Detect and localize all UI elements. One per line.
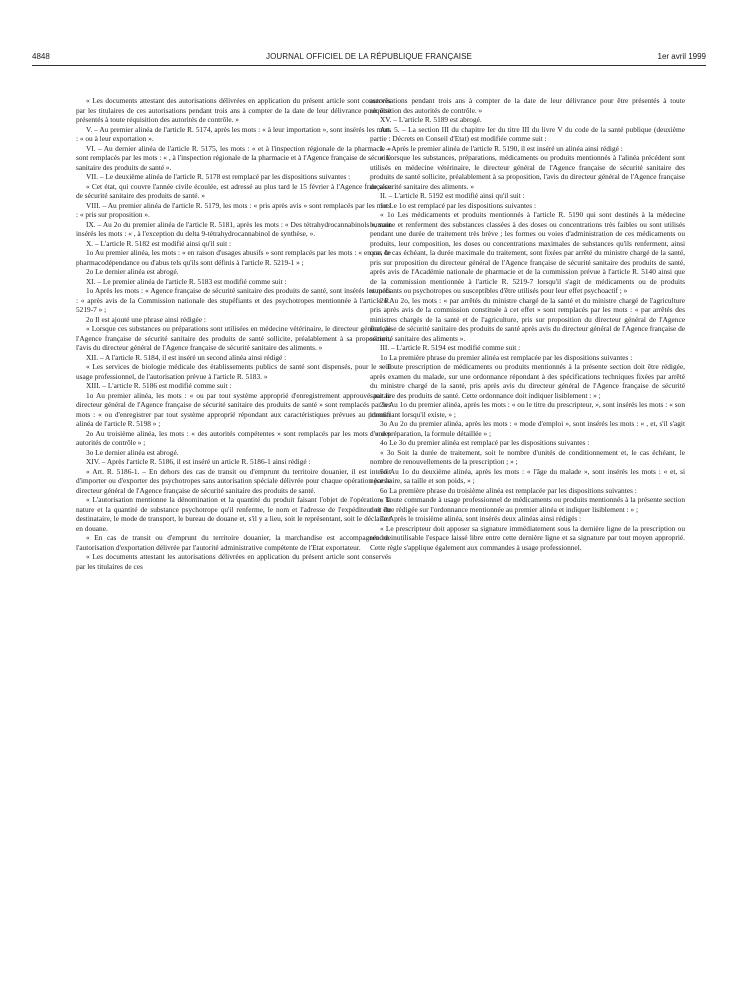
paragraph: 1o Le 1o est remplacé par les dispositions suivantes :: [380, 200, 537, 210]
paragraph: V. – Au premier alinéa de l'article R. 5174, après les mots : « à leur importation », sont insérés les mots : « ou à leur exportation ».: [76, 124, 391, 143]
paragraph: autorisations pendant trois ans à compter de la date de leur délivrance pour être présentés à toute réquisition des autorités de contrôle. »: [370, 96, 685, 115]
paragraph: 6o La première phrase du troisième alinéa est remplacée par les dispositions suivantes :: [380, 485, 637, 495]
paragraph: VI. – Au dernier alinéa de l'article R. 5175, les mots : « et à l'inspection régionale de la pharmacie » sont remplacés par les mots : « , à l'inspection régionale de la pharmacie et à l'Agence française de sécurité sanitaire des produits de santé ».: [76, 143, 391, 172]
paragraph: « Lorsque les substances, préparations, médicaments ou produits mentionnés à l'alinéa précédent sont utilisés en médecine vétérinaire, le directeur général de l'Agence française de sécurité sanitaire des produits de santé sollicite, préalablement à sa proposition, l'avis du directeur général de l'Agence française de sécurité sanitaire des aliments. »: [370, 153, 685, 191]
paragraph: « L'autorisation mentionne la dénomination et la quantité du produit faisant l'objet de l'opération, la nature et la quantité de substance psychotrope qu'il renferme, le nom et l'adresse de l'expéditeur et du destinataire, le mode de transport, le bureau de douane et, s'il y a lieu, soit le représentant, soit le déclarant en douane.: [76, 495, 391, 533]
paragraph: 2o Au 2o, les mots : « par arrêtés du ministre chargé de la santé et du ministre chargé de l'agriculture pris après avis de la commission constituée à cet effet » sont remplacés par les mots : « par arrêtés des ministres chargés de la santé et de l'agriculture, pris sur proposition du directeur général de l'Agence française de sécurité sanitaire des produits de santé après avis du directeur général de l'Agence française de sécurité sanitaire des aliments ».: [370, 295, 685, 343]
paragraph: 1o Au premier alinéa, les mots : « ou par tout système approprié d'enregistrement approuvé par le directeur général de l'Agence française de sécurité sanitaire des produits de santé » sont remplacés par les mots : « ou d'enregistrer par tout système approprié répondant aux caractéristiques prévues au premier alinéa de l'article R. 5198 » ;: [76, 390, 391, 428]
paragraph: XIII. – L'article R. 5186 est modifié comme suit :: [86, 381, 232, 390]
paragraph: « Toute prescription de médicaments ou produits mentionnés à la présente section doit être rédigée, après examen du malade, sur une ordonnance répondant à des spécifications techniques fixées par arrêté du ministre chargé de la santé, pris après avis du directeur général de l'Agence française de sécurité sanitaire des produits de santé. Cette ordonnance doit indiquer lisiblement : » ;: [370, 362, 685, 400]
paragraph: III. – L'article R. 5194 est modifié comme suit :: [380, 343, 521, 352]
paragraph: XIV. – Après l'article R. 5186, il est inséré un article R. 5186-1 ainsi rédigé :: [86, 457, 311, 466]
journal-title: JOURNAL OFFICIEL DE LA RÉPUBLIQUE FRANÇAISE: [266, 52, 472, 61]
paragraph: 1o La première phrase du premier alinéa est remplacée par les dispositions suivantes :: [380, 352, 633, 362]
paragraph: I. – Après le premier alinéa de l'article R. 5190, il est inséré un alinéa ainsi rédigé :: [380, 143, 623, 153]
paragraph: « Cet état, qui couvre l'année civile écoulée, est adressé au plus tard le 15 février à l'Agence française de sécurité sanitaire des produits de santé. »: [76, 181, 391, 200]
paragraph: Art. 5. – La section III du chapitre Ier du titre III du livre V du code de la santé publique (deuxième partie : Décrets en Conseil d'Etat) est modifiée comme suit :: [370, 124, 685, 143]
right-column: [370, 96, 685, 956]
paragraph: « Les documents attestant des autorisations délivrées en application du présent article sont conservés par les titulaires de ces autorisations pendant trois ans à compter de la date de leur délivrance pour être présentés à toute réquisition des autorités de contrôle. »: [76, 96, 391, 124]
paragraph: 5o Au 1o du deuxième alinéa, après les mots : « l'âge du malade », sont insérés les mots : « et, si nécessaire, sa taille et son poids, » ;: [370, 466, 685, 485]
paragraph: 4o Le 3o du premier alinéa est remplacé par les dispositions suivantes :: [380, 438, 590, 447]
paragraph: X. – L'article R. 5182 est modifié ainsi qu'il suit :: [86, 238, 232, 248]
paragraph: « Le prescripteur doit apposer sa signature immédiatement sous la dernière ligne de la prescription ou rendre inutilisable l'espace laissé libre entre cette dernière ligne et sa signature par tout moyen approprié. Cette règle s'applique également aux commandes à usage professionnel.: [370, 523, 685, 552]
paragraph: 1o Au premier alinéa, les mots : « en raison d'usages abusifs » sont remplacés par les mots : « en cas de pharmacodépendance ou d'abus tels qu'ils sont définis à l'article R. 5219-1 » ;: [76, 248, 391, 267]
publication-date: 1er avril 1999: [657, 52, 706, 61]
paragraph: XV. – L'article R. 5189 est abrogé.: [380, 115, 482, 124]
paragraph: VII. – Le deuxième alinéa de l'article R. 5178 est remplacé par les dispositions suivantes :: [86, 172, 351, 181]
page-number: 4848: [32, 52, 50, 61]
paragraph: 2o Au 1o du premier alinéa, après les mots : « ou le titre du prescripteur, », sont insérés les mots : « son identifiant lorsqu'il existe, » ;: [370, 400, 685, 419]
paragraph: 1o Après les mots : « Agence française de sécurité sanitaire des produits de santé, sont insérés les mots : « après avis de la Commission nationale des stupéfiants et des psychotropes mentionnée à l'article R. 5219-7 » ;: [76, 286, 391, 314]
paragraph: II. – L'article R. 5192 est modifié ainsi qu'il suit :: [380, 191, 525, 200]
paragraph: « Les documents attestant les autorisations délivrées en application du présent article sont conservés par les titulaires de ces: [76, 552, 391, 571]
paragraph: « Toute commande à usage professionnel de médicaments ou produits mentionnés à la présente section doit être rédigée sur l'ordonnance mentionnée au premier alinéa et indiquer lisiblement : » ;: [370, 495, 685, 514]
header-rule: [32, 65, 706, 66]
paragraph: 3o Au 2o du premier alinéa, après les mots : « mode d'emploi », sont insérés les mots : « , et, s'il s'agit d'une préparation, la formule détaillée » ;: [370, 419, 685, 438]
paragraph: 2o Il est ajouté une phrase ainsi rédigée :: [86, 314, 206, 324]
page-header: [32, 52, 706, 66]
left-column: [76, 96, 391, 956]
paragraph: VIII. – Au premier alinéa de l'article R. 5179, les mots : « pris après avis » sont remplacés par les mots : « pris sur proposition ».: [76, 200, 391, 219]
paragraph: XII. – A l'article R. 5184, il est inséré un second alinéa ainsi rédigé :: [86, 352, 287, 362]
paragraph: 2o Le dernier alinéa est abrogé.: [86, 267, 179, 276]
paragraph: « Art. R. 5186-1. – En dehors des cas de transit ou d'emprunt du territoire douanier, il est interdit d'importer ou d'exporter des psychotropes sans autorisation spéciale délivrée pour chaque opération par le directeur général de l'Agence française de sécurité sanitaire des produits de santé.: [76, 466, 391, 495]
paragraph: « 3o Soit la durée de traitement, soit le nombre d'unités de conditionnement et, le cas échéant, le nombre de renouvellements de la prescription ; » ;: [370, 447, 685, 466]
paragraph: 2o Au troisième alinéa, les mots : « des autorités compétentes » sont remplacés par les mots : « des autorités de contrôle » ;: [76, 428, 391, 447]
paragraph: « Les services de biologie médicale des établissements publics de santé sont dispensés, pour le seul usage professionnel, de l'autorisation prévue à l'article R. 5183. »: [76, 362, 391, 381]
paragraph: 3o Le dernier alinéa est abrogé.: [86, 447, 179, 457]
paragraph: XI. – Le premier alinéa de l'article R. 5183 est modifié comme suit :: [86, 276, 287, 286]
paragraph: 7o Après le troisième alinéa, sont insérés deux alinéas ainsi rédigés :: [380, 514, 582, 523]
paragraph: « En cas de transit ou d'emprunt du territoire douanier, la marchandise est accompagnée de l'autorisation d'exportation délivrée par l'autorité administrative compétente de l'Etat exportateur.: [76, 533, 391, 552]
paragraph: « Lorsque ces substances ou préparations sont utilisées en médecine vétérinaire, le directeur général de l'Agence française de sécurité sanitaire des produits de santé sollicite, préalablement à sa proposition, l'avis du directeur général de l'Agence française de sécurité sanitaire des aliments. »: [76, 324, 391, 352]
paragraph: IX. – Au 2o du premier alinéa de l'article R. 5181, après les mots : « Des tétrahydrocannabinols », sont insérés les mots : « , à l'exception du delta 9-tétrahydrocannabinol de synthèse, ».: [76, 219, 391, 238]
paragraph: « 1o Les médicaments et produits mentionnés à l'article R. 5190 qui sont destinés à la médecine humaine et renferment des substances classées à des doses ou concentrations très faibles ou sont utilisés pendant une durée de traitement très brève ; les formes ou voies d'administration de ces médicaments ou produits, leur composition, les doses ou concentrations maximales de substances qu'ils renferment, ainsi que, le cas échéant, la durée maximale du traitement, sont fixées par arrêté du ministre chargé de la santé, pris sur proposition du directeur général de l'Agence française de sécurité sanitaire des produits de santé, après avis de l'Académie nationale de pharmacie et de la commission prévue à l'article R. 5140 ainsi que de la commission mentionnée à l'article R. 5219-7 lorsqu'il s'agit de médicaments ou de produits stupéfiants ou psychotropes ou susceptibles d'être utilisés pour leur effet psychoactif ; »: [370, 210, 685, 295]
